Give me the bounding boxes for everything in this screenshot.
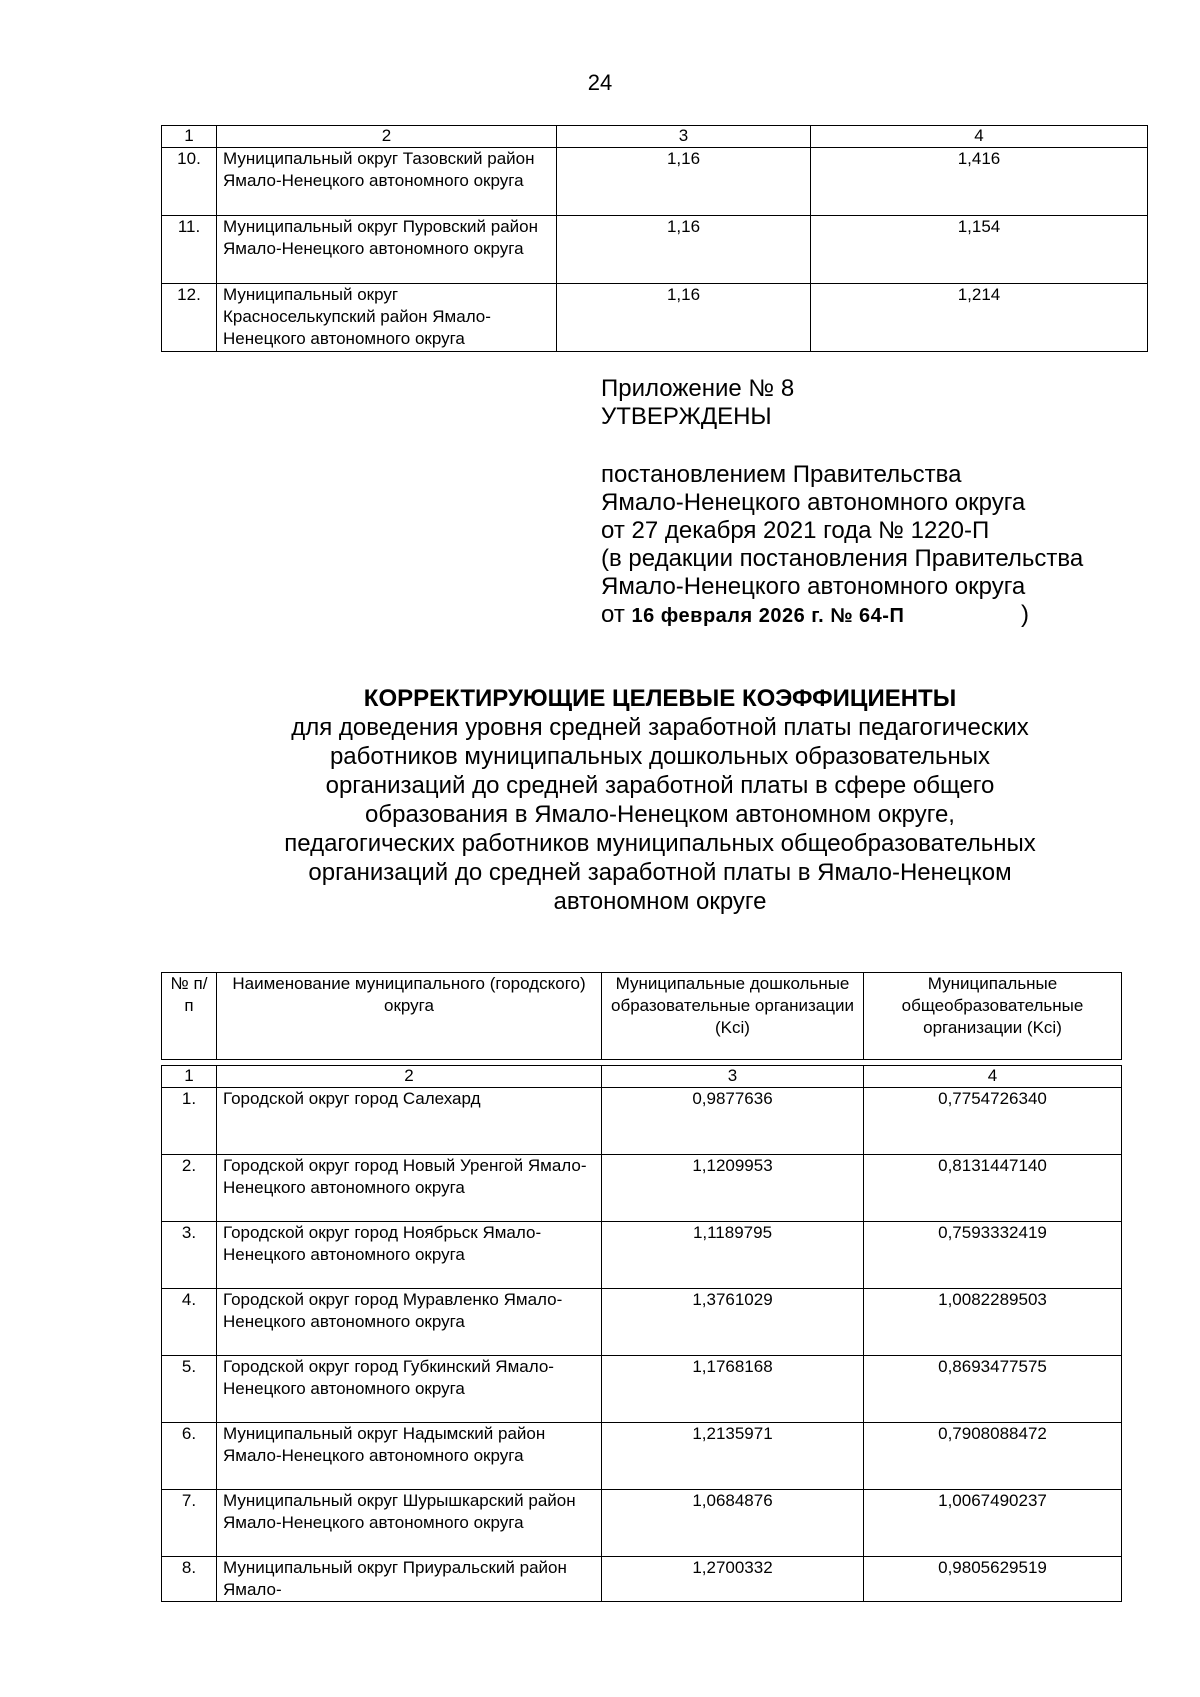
district-name: Муниципальный округ Красноселькупский район Ямало-Ненецкого автономного округа bbox=[217, 284, 557, 352]
approval-line: Ямало-Ненецкого автономного округа bbox=[601, 489, 1026, 516]
district-name: Городской округ город Губкинский Ямало-Ненецкого автономного округа bbox=[217, 1356, 602, 1423]
title-line: организаций до средней заработной платы в сфере общего bbox=[325, 772, 995, 799]
header-preschool: Муниципальные дошкольные образовательные организации (Kсi) bbox=[602, 973, 864, 1060]
revision-prefix: от bbox=[601, 601, 625, 628]
header-district: Наименование муниципального (городского) округа bbox=[217, 973, 602, 1060]
coefficient-cell: 1,416 bbox=[811, 148, 1148, 216]
district-name: Муниципальный округ Приуральский район Ямало- bbox=[217, 1557, 602, 1602]
column-index-cell: 1 bbox=[162, 126, 217, 148]
coefficient-cell: 1,214 bbox=[811, 284, 1148, 352]
general-coefficient: 0,8693477575 bbox=[864, 1356, 1122, 1423]
coefficient-cell: 1,16 bbox=[557, 148, 811, 216]
table-row bbox=[162, 284, 1148, 352]
row-number: 4. bbox=[162, 1289, 217, 1356]
preschool-coefficient: 1,1189795 bbox=[602, 1222, 864, 1289]
column-index-row bbox=[162, 1066, 1122, 1088]
district-name: Городской округ город Новый Уренгой Ямало-Ненецкого автономного округа bbox=[217, 1155, 602, 1222]
row-number: 2. bbox=[162, 1155, 217, 1222]
district-name: Городской округ город Салехард bbox=[217, 1088, 602, 1155]
column-index-cell: 2 bbox=[217, 126, 557, 148]
preschool-coefficient: 1,3761029 bbox=[602, 1289, 864, 1356]
title-line: автономном округе bbox=[553, 888, 767, 915]
column-index-cell: 4 bbox=[811, 126, 1148, 148]
table-row bbox=[162, 1356, 1122, 1423]
row-number: 5. bbox=[162, 1356, 217, 1423]
preschool-coefficient: 1,2135971 bbox=[602, 1423, 864, 1490]
row-number: 3. bbox=[162, 1222, 217, 1289]
general-coefficient: 0,7908088472 bbox=[864, 1423, 1122, 1490]
general-coefficient: 0,8131447140 bbox=[864, 1155, 1122, 1222]
table-row bbox=[162, 1557, 1122, 1602]
title-line: педагогических работников муниципальных общеобразовательных bbox=[284, 830, 1036, 857]
column-index-cell: 2 bbox=[217, 1066, 602, 1088]
title-line: работников муниципальных дошкольных образовательных bbox=[329, 743, 991, 770]
general-coefficient: 0,9805629519 bbox=[864, 1557, 1122, 1602]
general-coefficient: 1,0082289503 bbox=[864, 1289, 1122, 1356]
title-heading: КОРРЕКТИРУЮЩИЕ ЦЕЛЕВЫЕ КОЭФФИЦИЕНТЫ bbox=[363, 685, 957, 712]
district-name: Городской округ город Муравленко Ямало-Ненецкого автономного округа bbox=[217, 1289, 602, 1356]
header-number: № п/п bbox=[162, 973, 217, 1060]
column-index-cell: 1 bbox=[162, 1066, 217, 1088]
continuation-table bbox=[161, 125, 1148, 352]
preschool-coefficient: 1,2700332 bbox=[602, 1557, 864, 1602]
title-line: для доведения уровня средней заработной платы педагогических bbox=[291, 714, 1029, 741]
general-coefficient: 0,7593332419 bbox=[864, 1222, 1122, 1289]
preschool-coefficient: 1,1768168 bbox=[602, 1356, 864, 1423]
table-row bbox=[162, 1289, 1122, 1356]
table-row bbox=[162, 1155, 1122, 1222]
column-index-row bbox=[162, 126, 1148, 148]
row-number: 12. bbox=[162, 284, 217, 352]
coefficient-cell: 1,16 bbox=[557, 216, 811, 284]
table-row bbox=[162, 1423, 1122, 1490]
approval-stamp: УТВЕРЖДЕНЫ bbox=[601, 403, 772, 430]
general-coefficient: 0,7754726340 bbox=[864, 1088, 1122, 1155]
document-title bbox=[200, 684, 1120, 916]
revision-line bbox=[601, 601, 1083, 630]
district-name: Муниципальный округ Надымский район Ямало-Ненецкого автономного округа bbox=[217, 1423, 602, 1490]
table-row bbox=[162, 1222, 1122, 1289]
coefficients-table bbox=[161, 1065, 1122, 1602]
approval-line: постановлением Правительства bbox=[601, 461, 962, 488]
appendix-number: Приложение № 8 bbox=[601, 375, 795, 402]
approval-line: от 27 декабря 2021 года № 1220-П bbox=[601, 517, 990, 544]
column-index-cell: 3 bbox=[557, 126, 811, 148]
district-name: Городской округ город Ноябрьск Ямало-Ненецкого автономного округа bbox=[217, 1222, 602, 1289]
preschool-coefficient: 0,9877636 bbox=[602, 1088, 864, 1155]
column-index-cell: 3 bbox=[602, 1066, 864, 1088]
row-number: 10. bbox=[162, 148, 217, 216]
coefficient-cell: 1,16 bbox=[557, 284, 811, 352]
district-name: Муниципальный округ Пуровский район Ямало-Ненецкого автономного округа bbox=[217, 216, 557, 284]
appendix-block bbox=[601, 375, 1083, 630]
approval-line: Ямало-Ненецкого автономного округа bbox=[601, 573, 1026, 600]
approval-line: (в редакции постановления Правительства bbox=[601, 545, 1084, 572]
row-number: 11. bbox=[162, 216, 217, 284]
coefficients-table-header bbox=[161, 972, 1122, 1060]
title-line: образования в Ямало-Ненецком автономном округе, bbox=[365, 801, 955, 828]
title-line: организаций до средней заработной платы в Ямало-Ненецком bbox=[308, 859, 1012, 886]
revision-date: 16 февраля 2026 г. № 64-П bbox=[631, 605, 905, 627]
header-row bbox=[162, 973, 1122, 1060]
row-number: 7. bbox=[162, 1490, 217, 1557]
coefficient-cell: 1,154 bbox=[811, 216, 1148, 284]
general-coefficient: 1,0067490237 bbox=[864, 1490, 1122, 1557]
district-name: Муниципальный округ Тазовский район Ямало-Ненецкого автономного округа bbox=[217, 148, 557, 216]
table-row bbox=[162, 1088, 1122, 1155]
table-row bbox=[162, 216, 1148, 284]
table-row bbox=[162, 148, 1148, 216]
row-number: 8. bbox=[162, 1557, 217, 1602]
column-index-cell: 4 bbox=[864, 1066, 1122, 1088]
row-number: 6. bbox=[162, 1423, 217, 1490]
row-number: 1. bbox=[162, 1088, 217, 1155]
preschool-coefficient: 1,1209953 bbox=[602, 1155, 864, 1222]
district-name: Муниципальный округ Шурышкарский район Ямало-Ненецкого автономного округа bbox=[217, 1490, 602, 1557]
header-general: Муниципальные общеобразовательные организации (Kсi) bbox=[864, 973, 1122, 1060]
revision-close: ) bbox=[1021, 601, 1030, 628]
page-number: 24 bbox=[587, 70, 613, 95]
table-row bbox=[162, 1490, 1122, 1557]
preschool-coefficient: 1,0684876 bbox=[602, 1490, 864, 1557]
